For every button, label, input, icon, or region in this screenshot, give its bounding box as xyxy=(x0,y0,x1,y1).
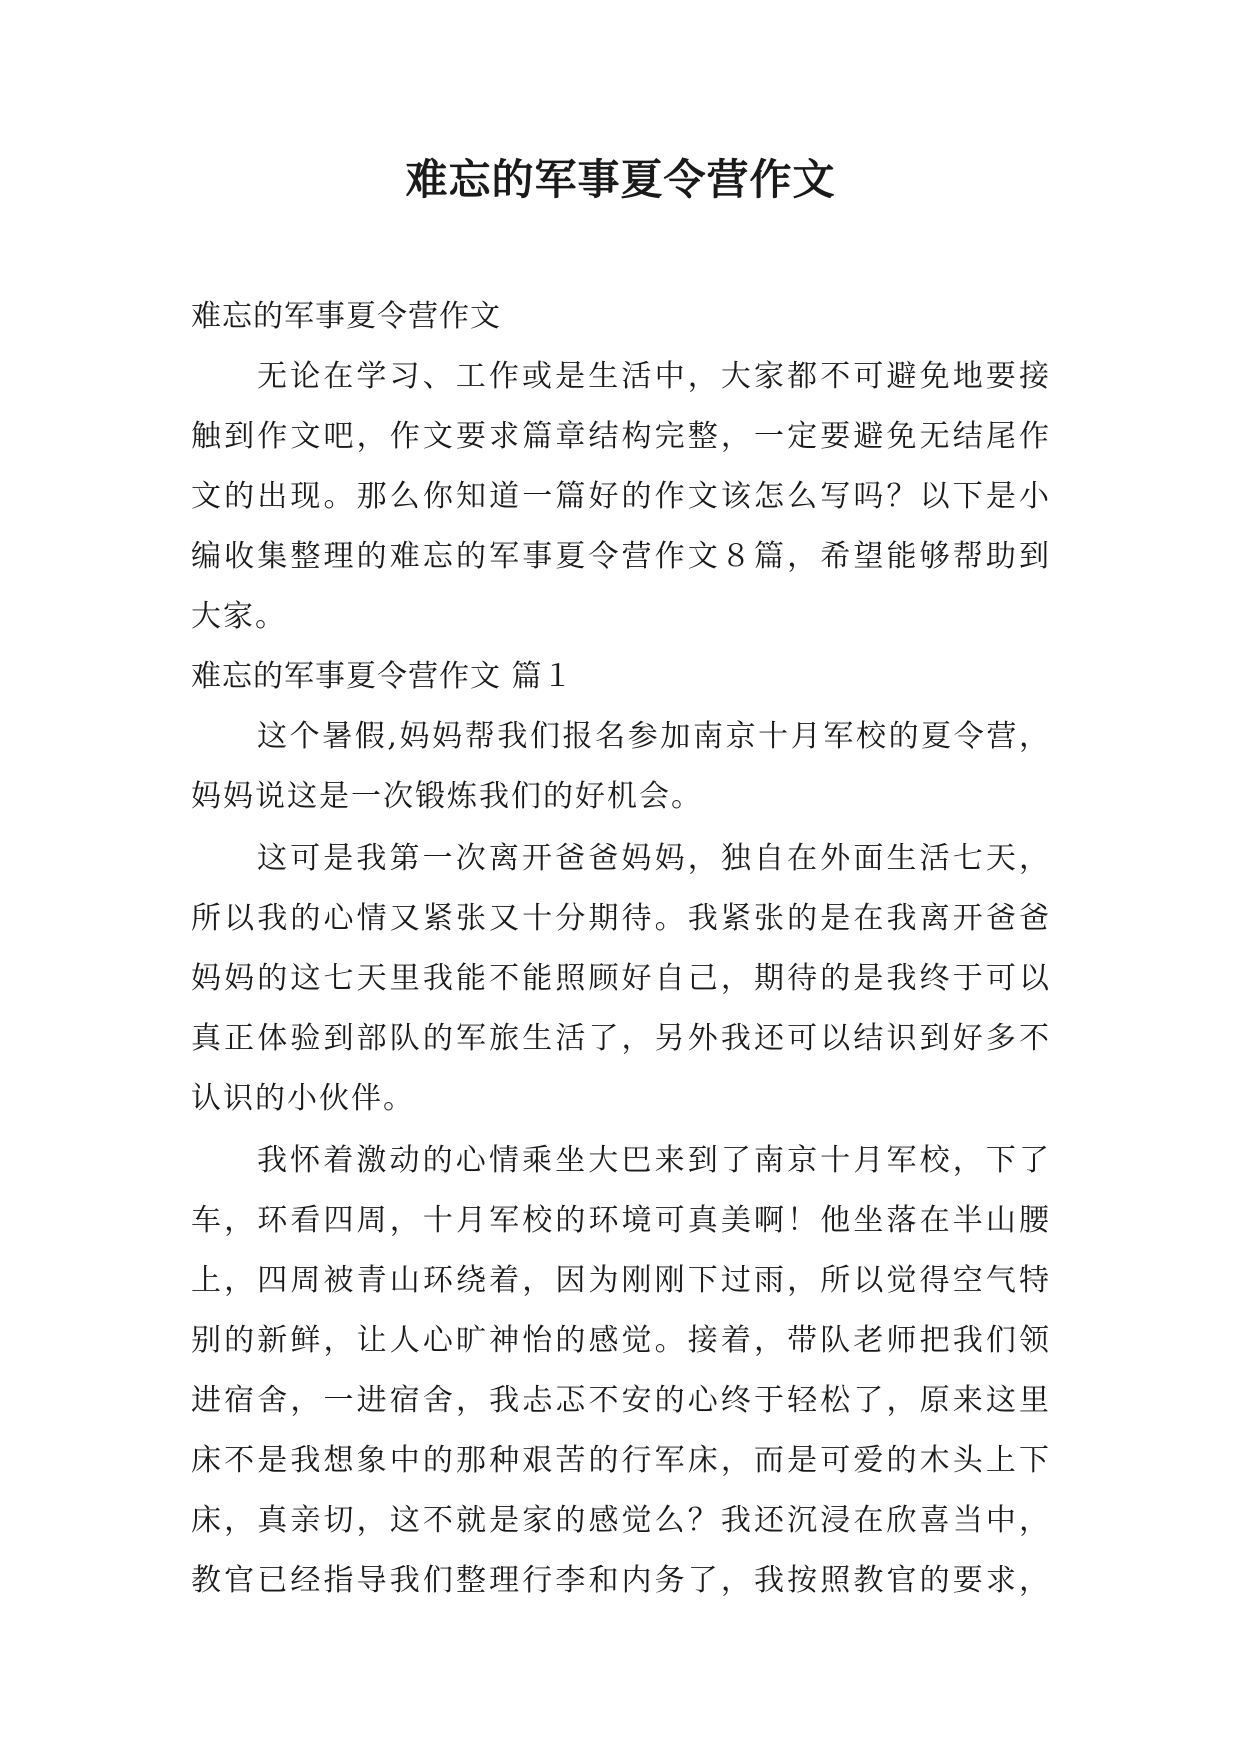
paragraph-line: 所以我的心情又紧张又十分期待。我紧张的是在我离开爸爸 xyxy=(191,901,1051,936)
paragraph-line: 别的新鲜，让人心旷神怡的感觉。接着，带队老师把我们领 xyxy=(191,1323,1051,1358)
paragraph-line: 教官已经指导我们整理行李和内务了，我按照教官的要求， xyxy=(191,1563,1051,1598)
intro-line: 文的出现。那么你知道一篇好的作文该怎么写吗？以下是小 xyxy=(191,479,1051,514)
paragraph-line: 进宿舍，一进宿舍，我忐忑不安的心终于轻松了，原来这里 xyxy=(191,1383,1051,1418)
section-heading: 难忘的军事夏令营作文 篇１ xyxy=(191,659,574,694)
paragraph-line: 真正体验到部队的军旅生活了，另外我还可以结识到好多不 xyxy=(191,1021,1051,1056)
intro-line: 大家。 xyxy=(191,599,287,634)
paragraph-line: 这可是我第一次离开爸爸妈妈，独自在外面生活七天， xyxy=(257,841,1051,876)
paragraph-line: 床不是我想象中的那种艰苦的行军床，而是可爱的木头上下 xyxy=(191,1443,1051,1478)
paragraph-line: 这个暑假,妈妈帮我们报名参加南京十月军校的夏令营， xyxy=(257,719,1051,754)
document-subtitle: 难忘的军事夏令营作文 xyxy=(191,299,501,334)
paragraph-line: 妈妈说这是一次锻炼我们的好机会。 xyxy=(191,779,703,814)
paragraph-2 xyxy=(191,829,1051,1129)
intro-line: 触到作文吧，作文要求篇章结构完整，一定要避免无结尾作 xyxy=(191,419,1051,454)
document-title: 难忘的军事夏令营作文 xyxy=(405,155,836,204)
intro-line: 无论在学习、工作或是生活中，大家都不可避免地要接 xyxy=(257,359,1051,394)
paragraph-1 xyxy=(191,707,1051,827)
document-body xyxy=(191,287,1051,1611)
paragraph-line: 上，四周被青山环绕着，因为刚刚下过雨，所以觉得空气特 xyxy=(191,1263,1051,1298)
paragraph-3 xyxy=(191,1131,1051,1611)
paragraph-line: 床，真亲切，这不就是家的感觉么？我还沉浸在欣喜当中， xyxy=(191,1503,1051,1538)
paragraph-line: 我怀着激动的心情乘坐大巴来到了南京十月军校，下了 xyxy=(257,1143,1051,1178)
paragraph-line: 认识的小伙伴。 xyxy=(191,1081,415,1116)
paragraph-line: 车，环看四周，十月军校的环境可真美啊！他坐落在半山腰 xyxy=(191,1203,1051,1238)
intro-line: 编收集整理的难忘的军事夏令营作文８篇，希望能够帮助到 xyxy=(191,539,1051,574)
paragraph-line: 妈妈的这七天里我能不能照顾好自己，期待的是我终于可以 xyxy=(191,961,1051,996)
intro-paragraph xyxy=(191,347,1051,647)
